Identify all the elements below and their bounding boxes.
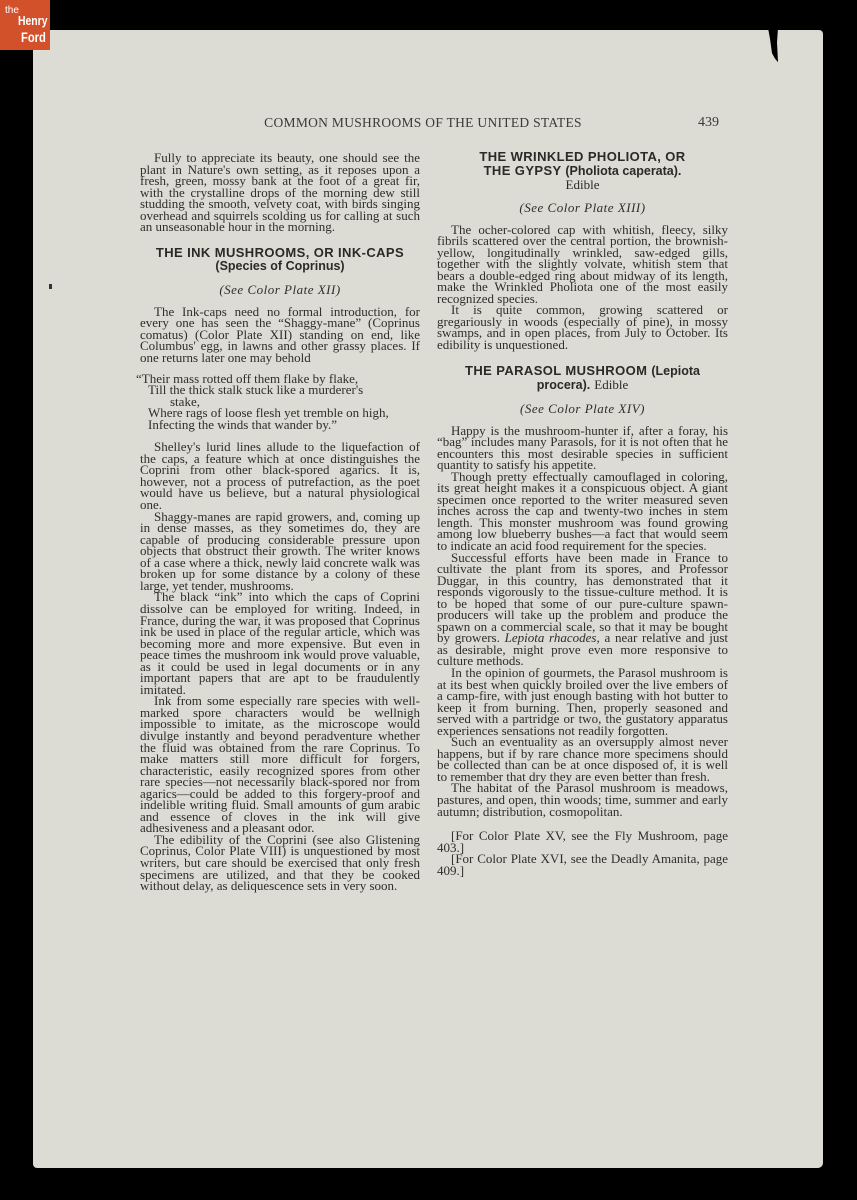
left-column <box>136 150 420 894</box>
poem-line: Infecting the winds that wander by.” <box>148 416 338 432</box>
paragraph: Happy is the mushroom-hunter if, after a foray, his “bag” includes many Parasols, for it is not often that he encounters this most desirable species in sufficient quantity to satisfy his appetite. <box>437 422 728 473</box>
heading-title-line1: THE WRINKLED PHOLIOTA, OR <box>479 149 686 164</box>
section-heading-parasol-mushroom <box>437 364 728 393</box>
plate-reference: (See Color Plate XIV) <box>520 400 645 416</box>
edibility-label: Edible <box>594 377 629 393</box>
paragraph: The ocher-colored cap with whitish, fleecy, silky fibrils scattered over the central portion, the brownish-yellow, longitudinally wrinkled, saw-edged gills, together with the slightly volvate, whitish stem that bears a double-edged ring about midway of its length, make the Wrinkled Pholiota one of the most easily recognized species. <box>437 221 728 306</box>
poem-line: Where rags of loose flesh yet tremble on high, <box>148 405 389 421</box>
poem-line: “Their mass rotted off them flake by flake, <box>136 370 359 386</box>
italic-species-name: Lepiota rhacodes, <box>504 630 600 646</box>
poem-line: Till the thick stalk stuck like a murderer's <box>148 382 364 398</box>
paragraph: Such an eventuality as an oversupply almost never happens, but if by rare chance more specimens should be collected than can be at once disposed of, it is well to remember that dry they are even better than fresh. <box>437 734 728 784</box>
plate-reference: (See Color Plate XII) <box>219 281 341 297</box>
paragraph: The black “ink” into which the caps of Coprini dissolve can be employed for writing. Indeed, in France, during the war, it was proposed that Coprinus ink be used in place of the regular article, which was becoming more and more expensive. But even in peace times the mushroom ink would prove valuable, as it could be used in legal documents or in any important papers that are apt to be fraudulently imitated. <box>140 589 420 697</box>
paragraph: The habitat of the Parasol mushroom is meadows, pastures, and open, thin woods; time, summer and early autumn; distribution, cosmopolitan. <box>437 780 728 819</box>
plate-note: [For Color Plate XVI, see the Deadly Amanita, page 409.] <box>437 851 728 878</box>
poem-line: stake, <box>170 393 200 409</box>
heading-scientific-name: (Species of Coprinus) <box>215 259 345 274</box>
text-run: a near relative and just as desirable, might prove even more responsive to culture methods. <box>437 630 729 669</box>
text-run: Successful efforts have been made in France to cultivate the plant from its spores, and Professor Duggar, in this country, has demonstrated that it responds vigorously to the tissue-culture method. It is to be hoped that some of our pure-culture spawn-producers will take up the problem and produce the spawn on a commercial scale, so that it may be bought by growers. <box>437 549 728 646</box>
heading-title: THE INK MUSHROOMS, OR INK-CAPS <box>155 244 405 260</box>
plate-reference: (See Color Plate XIII) <box>519 199 646 215</box>
right-column <box>437 150 728 876</box>
section-heading-ink-mushrooms <box>140 246 420 274</box>
margin-mark <box>49 284 52 289</box>
running-title: COMMON MUSHROOMS OF THE UNITED STATES <box>264 115 582 130</box>
paragraph: Ink from some especially rare species with well-marked spore characters would be wellnigh impossible to imitate, as the microscope would divulge instantly and beyond peradventure whether the fluid was obtained from the rare Coprinus. To make matters still more difficult for forgers, characteristic, easily recognized spores from other rare species—not necessarily black-spored nor from agarics—could be added to this forgery-proof and indelible writing fluid. Small amounts of gum arabic and essence of cloves in the ink will give adhesiveness and a pleasant odor. <box>140 693 420 836</box>
logo-text-ford: Ford <box>21 29 46 45</box>
edibility-label: Edible <box>565 177 600 192</box>
paragraph: The Ink-caps need no formal introduction, for every one has seen the “Shaggy-mane” (Coprinus comatus) (Color Plate XII) standing on end, like Columbus' egg, in lawns and other grassy places. If one returns later one may behold <box>140 303 420 366</box>
paragraph: Shaggy-manes are rapid growers, and, coming up in dense masses, as they sometimes do, they are capable of producing considerable pressure upon objects that obstruct their growth. The writer knows of a case where a thick, newly laid concrete walk was broken up for some distance by a colony of these large, yet tender, mushrooms. <box>140 508 420 593</box>
paragraph: The edibility of the Coprini (see also Glistening Coprinus, Color Plate VIII) is unquestioned by most writers, but care should be exercised that only fresh specimens are utilized, and that they be cooked without delay, as deliquescence sets in very soon. <box>140 831 420 894</box>
paragraph <box>437 549 729 669</box>
page-number: 439 <box>698 115 719 130</box>
paragraph: Though pretty effectually camouflaged in coloring, its great height makes it a conspicuous object. A giant specimen once reported to the writer measured seven inches across the cap and twenty-two inches in stem length. This monster mushroom was found growing among low blueberry bushes—a fact that would seem to indicate an acid food requirement for the species. <box>437 468 728 553</box>
section-heading-wrinkled-pholiota <box>437 150 728 192</box>
logo-text-the: the <box>5 5 19 16</box>
paragraph: Shelley's lurid lines allude to the liquefaction of the caps, a feature which at once distinguishes the Coprini from other black-spored agarics. It is, however, not a process of putrefaction, as the poet would have us believe, but a natural physiological one. <box>140 439 420 513</box>
plate-note: [For Color Plate XV, see the Fly Mushroom, page 403.] <box>437 828 728 855</box>
logo-text-henry: Henry <box>18 13 48 28</box>
heading-title-line2: THE GYPSY <box>483 162 562 178</box>
intro-paragraph: Fully to appreciate its beauty, one should see the plant in Nature's own setting, as it reposes upon a fresh, green, mossy bank at the foot of a great fir, with the crystalline drops of the morning dew still studding the smooth, velvety coat, with birds singing overhead and squirrels scolding us for calling at such an unseasonable hour in the morning. <box>140 150 420 235</box>
heading-scientific-name: (Lepiota procera). <box>536 363 700 393</box>
paragraph: It is quite common, growing scattered or gregariously in woods (especially of pine), in mossy swamps, and in open places, from July to October. Its edibility is unquestioned. <box>437 302 728 352</box>
poem-quote <box>136 370 420 432</box>
plate-notes <box>437 830 728 876</box>
henry-ford-logo <box>0 0 50 50</box>
heading-scientific-name: (Pholiota caperata). <box>565 163 682 178</box>
heading-title: THE PARASOL MUSHROOM <box>465 362 648 378</box>
page-tear <box>768 28 778 64</box>
paragraph: In the opinion of gourmets, the Parasol mushroom is at its best when quickly broiled over the live embers of a camp-fire, with just enough basting with hot butter to keep it from burning. Then, properly seasoned and served with a partridge or two, the gustatory apparatus experiences sensations not readily forgotten. <box>437 665 728 738</box>
